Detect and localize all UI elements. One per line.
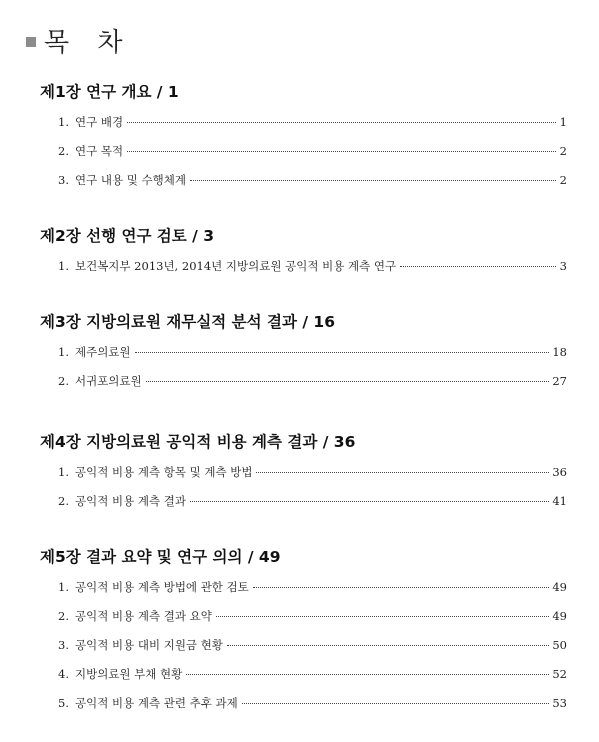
dot-leader [242,703,550,704]
chapter-4 [40,431,567,519]
entry-number: 1. [58,345,69,359]
entry-page: 1 [559,115,567,129]
chapter-title: 제4장 지방의료원 공익적 비용 계측 결과 / 36 [40,433,356,451]
dot-leader [190,501,549,502]
dot-leader [127,151,556,152]
entry-number: 2. [58,494,69,508]
toc-header [26,22,133,59]
toc-entry[interactable] [58,140,567,169]
entry-page: 2 [559,144,567,158]
dot-leader [186,674,549,675]
entry-label: 보건복지부 2013년, 2014년 지방의료원 공익적 비용 계측 연구 [74,259,397,273]
dot-leader [256,472,549,473]
toc-entry[interactable] [58,255,567,284]
chapter-3 [40,311,567,399]
entry-number: 3. [58,173,69,187]
toc-entry[interactable] [58,634,567,663]
entry-label: 서귀포의료원 [74,374,142,388]
entry-page: 52 [552,667,567,681]
toc-entry[interactable] [58,576,567,605]
chapter-title: 제3장 지방의료원 재무실적 분석 결과 / 16 [40,313,335,331]
entry-label: 공익적 비용 계측 결과 요약 [74,609,212,623]
entry-page: 27 [552,374,567,388]
toc-entry[interactable] [58,692,567,721]
entry-label: 공익적 비용 대비 지원금 현황 [74,638,223,652]
entry-number: 2. [58,609,69,623]
dot-leader [227,645,549,646]
entry-label: 지방의료원 부채 현황 [74,667,183,681]
entry-page: 18 [552,345,567,359]
toc-entry[interactable] [58,370,567,399]
chapter-5 [40,546,567,721]
entry-page: 49 [552,580,567,594]
dot-leader [216,616,550,617]
toc-entry[interactable] [58,605,567,634]
dot-leader [253,587,550,588]
entry-page: 53 [552,696,567,710]
entry-page: 41 [552,494,567,508]
entry-label: 연구 목적 [74,144,124,158]
entry-number: 2. [58,144,69,158]
dot-leader [400,266,556,267]
chapter-title: 제1장 연구 개요 / 1 [40,83,179,101]
dot-leader [127,122,556,123]
toc-entry[interactable] [58,490,567,519]
toc-entry[interactable] [58,461,567,490]
entry-label: 연구 배경 [74,115,124,129]
entry-page: 2 [559,173,567,187]
entry-number: 3. [58,638,69,652]
entry-label: 제주의료원 [74,345,131,359]
chapter-title: 제5장 결과 요약 및 연구 의의 / 49 [40,548,281,566]
toc-entry[interactable] [58,663,567,692]
entry-number: 1. [58,465,69,479]
entry-label: 공익적 비용 계측 방법에 관한 검토 [74,580,249,594]
entry-label: 공익적 비용 계측 결과 [74,494,186,508]
page-title: 목 차 [44,28,133,58]
entry-page: 36 [552,465,567,479]
dot-leader [146,381,550,382]
entry-label: 연구 내용 및 수행체계 [74,173,186,187]
entry-number: 5. [58,696,69,710]
dot-leader [135,352,550,353]
dot-leader [190,180,556,181]
entry-number: 4. [58,667,69,681]
chapter-1 [40,81,567,198]
toc-entry[interactable] [58,341,567,370]
square-bullet-icon [26,37,36,47]
entry-number: 2. [58,374,69,388]
entry-label: 공익적 비용 계측 항목 및 계측 방법 [74,465,253,479]
entry-page: 49 [552,609,567,623]
toc-entry[interactable] [58,111,567,140]
entry-page: 50 [552,638,567,652]
entry-label: 공익적 비용 계측 관련 추후 과제 [74,696,238,710]
entry-number: 1. [58,259,69,273]
entry-number: 1. [58,580,69,594]
entry-number: 1. [58,115,69,129]
toc-entry[interactable] [58,169,567,198]
entry-page: 3 [559,259,567,273]
chapter-title: 제2장 선행 연구 검토 / 3 [40,227,214,245]
chapter-2 [40,225,567,284]
